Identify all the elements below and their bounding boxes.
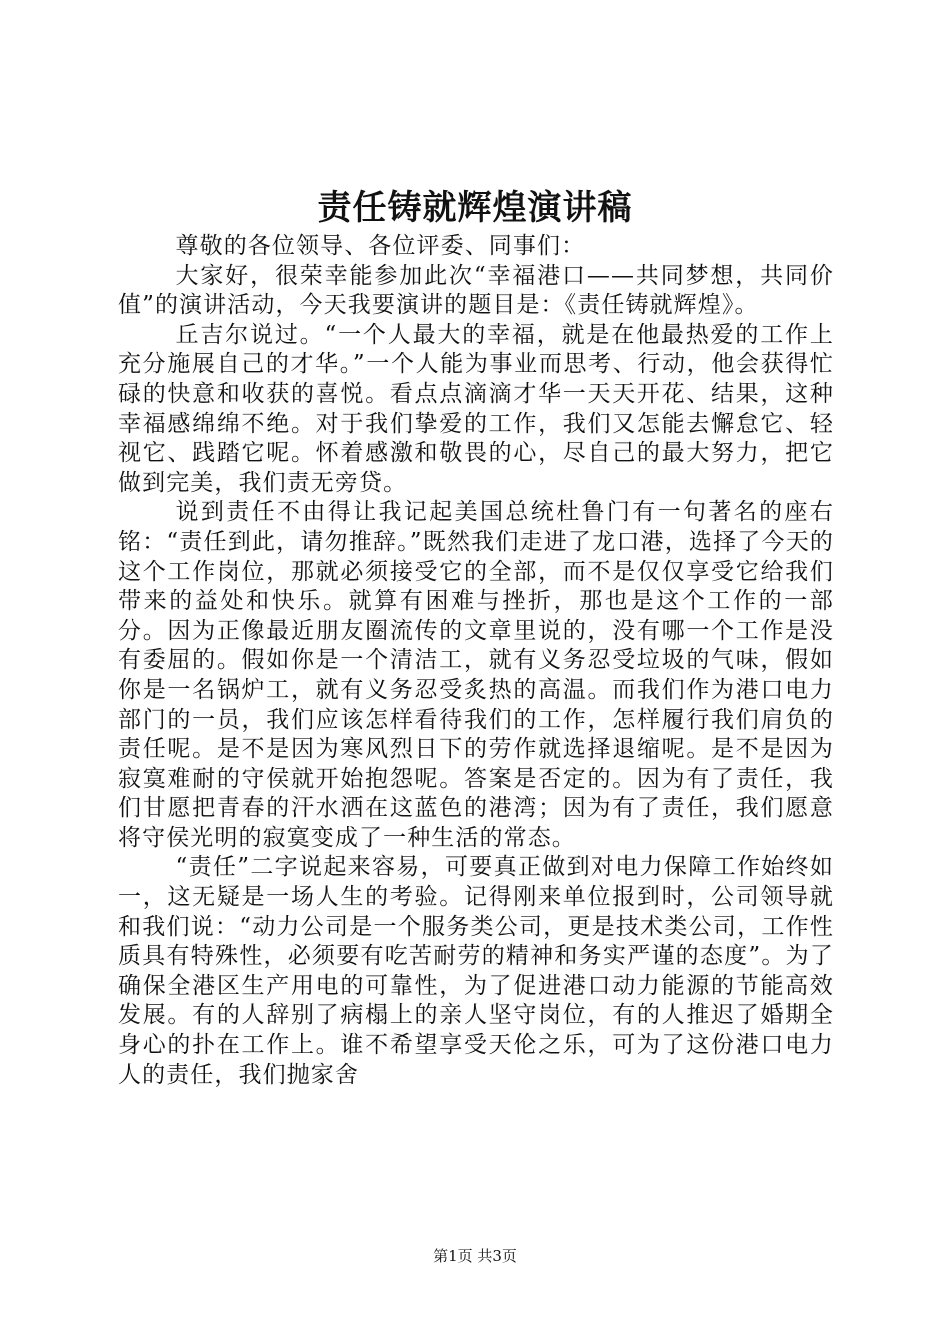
document-body xyxy=(118,232,834,1090)
paragraph-salutation: 尊敬的各位领导、各位评委、同事们： xyxy=(175,233,586,259)
document-title: 责任铸就辉煌演讲稿 xyxy=(317,188,633,228)
paragraph-responsibility: 说到责任不由得让我记起美国总统杜鲁门有一句著名的座右铭：“责任到此，请勿推辞。”既然我们走进了龙口港，选择了今天的这个工作岗位，那就必须接受它的全部，而不是仅仅享受它给我们带来的益处和快乐。就算有困难与挫折，那也是这个工作的一部分。因为正像最近朋友圈流传的文章里说的，没有哪一个工作是没有委屈的。假如你是一个清洁工，就有义务忍受垃圾的气味，假如你是一名锅炉工，就有义务忍受炙热的高温。而我们作为港口电力部门的一员，我们应该怎样看待我们的工作，怎样履行我们肩负的责任呢。是不是因为寒风烈日下的劳作就选择退缩呢。是不是因为寂寞难耐的守侯就开始抱怨呢。答案是否定的。因为有了责任，我们甘愿把青春的汗水洒在这蓝色的港湾；因为有了责任，我们愿意将守侯光明的寂寞变成了一种生活的常态。 xyxy=(118,499,834,851)
paragraph-churchill-quote: 丘吉尔说过。“一个人最大的幸福，就是在他最热爱的工作上充分施展自己的才华。”一个人能为事业而思考、行动，他会获得忙碌的快意和收获的喜悦。看点点滴滴才华一天天开花、结果，这种幸福感绵绵不绝。对于我们挚爱的工作，我们又怎能去懈怠它、轻视它、践踏它呢。怀着感激和敬畏的心，尽自己的最大努力，把它做到完美，我们责无旁贷。 xyxy=(118,321,834,496)
paragraph-power-service: “责任”二字说起来容易，可要真正做到对电力保障工作始终如一，这无疑是一场人生的考验。记得刚来单位报到时，公司领导就和我们说：“动力公司是一个服务类公司，更是技术类公司，工作性质具有特殊性，必须要有吃苦耐劳的精神和务实严谨的态度”。为了确保全港区生产用电的可靠性，为了促进港口动力能源的节能高效发展。有的人辞别了病榻上的亲人坚守岗位，有的人推迟了婚期全身心的扑在工作上。谁不希望享受天伦之乐，可为了这份港口电力人的责任，我们抛家舍 xyxy=(118,854,834,1088)
page-number-footer: 第1页 共3页 xyxy=(433,1247,517,1265)
paragraph-greeting: 大家好，很荣幸能参加此次“幸福港口——共同梦想，共同价值”的演讲活动，今天我要演讲的题目是：《责任铸就辉煌》。 xyxy=(118,262,834,319)
